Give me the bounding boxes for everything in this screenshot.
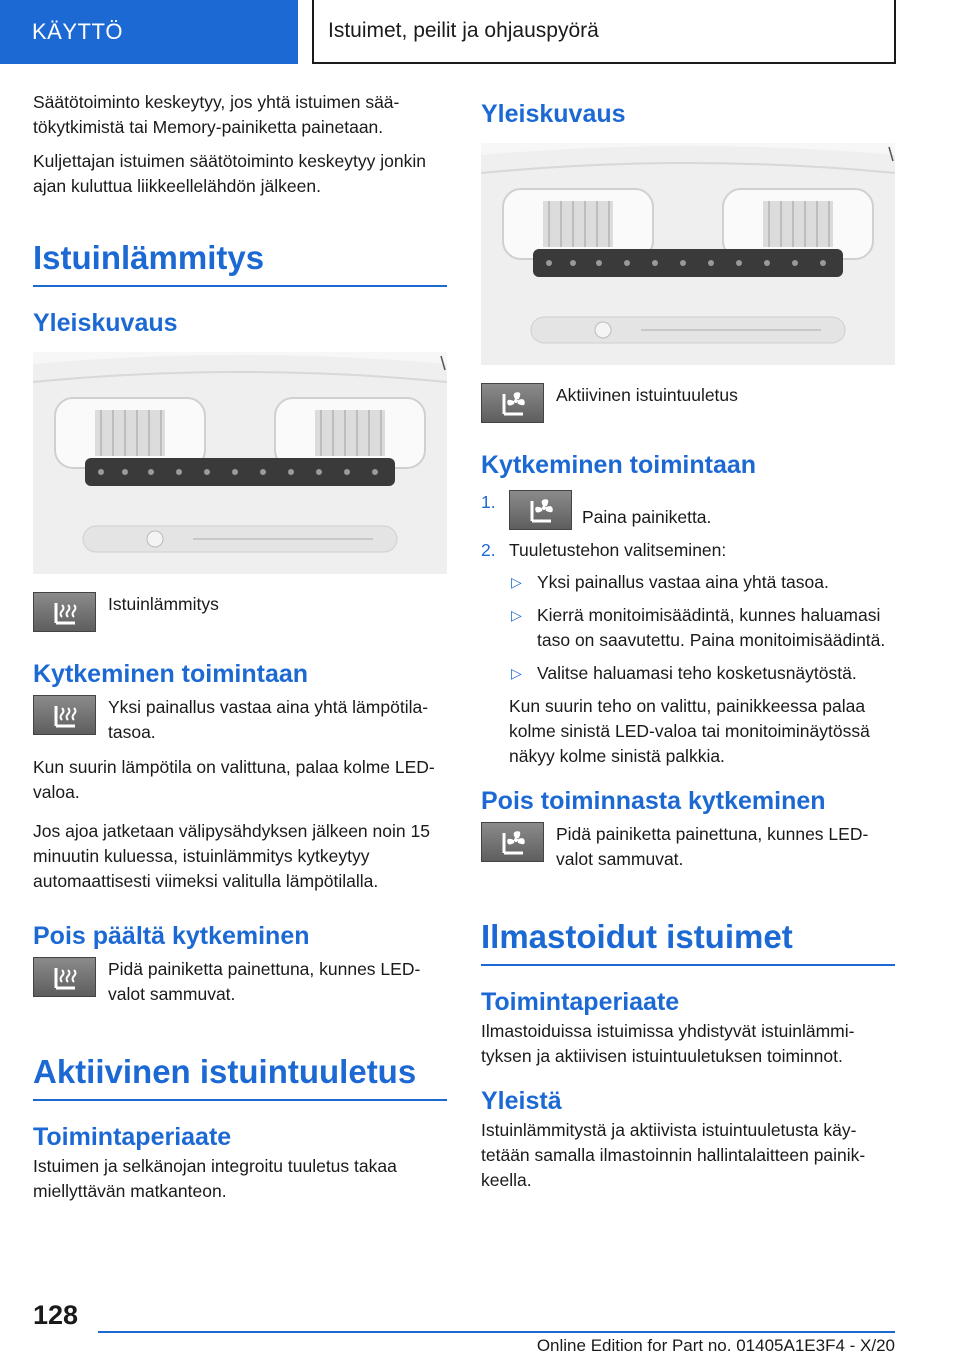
step-text: Paina painiketta. [582,506,712,527]
subheading-principle: Toimintaperiaate [33,1123,232,1151]
principle-paragraph: Istuimen ja selkänojan integroitu tuuletus takaa miellyttävän matkanteon. [33,1156,397,1201]
dashboard-controls-photo [481,143,895,365]
seat-heating-icon [33,695,96,735]
step-2 [481,538,895,769]
option-text: Yksi painallus vastaa aina yhtä tasoa. [537,572,829,592]
switch-off-row [33,957,447,1007]
icon-caption-label: Istuinlämmitys [108,594,219,614]
subheading-switch-off: Pois toiminnasta kytkeminen [481,787,826,815]
subheading-switch-on: Kytkeminen toimintaan [33,660,309,688]
section-tab: KÄYTTÖ [0,0,298,64]
continue-paragraph: Jos ajoa jatketaan välipysähdyksen jälkeen noin 15 minuutin kuluessa, istuinlämmitys kytkeytyy automaattisesti viimeksi valitulla lämpötilalla. [33,821,430,891]
page-number: 128 [33,1300,79,1330]
option-text: Valitse haluamasi teho kosketusnäytöstä. [537,663,857,683]
option-item [509,661,895,686]
dashboard-illustration [33,352,447,574]
subheading-overview: Yleiskuvaus [33,309,178,337]
option-text: Kierrä monitoimisäädintä, kunnes haluamasi taso on saavutettu. Paina monitoimisäädintä. [537,605,886,650]
heading-active-ventilation: Aktiivinen istuintuuletus [33,1053,447,1101]
subheading-switch-on: Kytkeminen toimintaan [481,451,757,479]
principle-paragraph: Ilmastoiduissa istuimissa yhdistyvät istuinlämmityksen ja aktiivisen istuintuuletuksen toiminnot. [481,1021,855,1066]
option-item [509,570,895,595]
max-temp-paragraph: Kun suurin lämpötila on valittuna, palaa kolme LED-valoa. [33,757,435,802]
heading-seat-heating: Istuinlämmitys [33,239,447,287]
icon-caption-ventilation [481,383,895,423]
switch-on-row [33,695,447,745]
switch-on-text: Yksi painallus vastaa aina yhtä lämpötilatasoa. [108,697,429,742]
right-column [481,100,895,1202]
subheading-principle: Toimintaperiaate [481,988,680,1016]
switch-on-steps [481,490,895,769]
step-number: 1. [481,492,496,512]
dashboard-controls-photo [33,352,447,574]
switch-off-row [481,822,895,872]
subheading-overview: Yleiskuvaus [481,100,626,128]
intro-paragraph-2: Kuljettajan istuimen säätötoiminto keskeytyy jonkin ajan kuluttua liikkeellelähdön jälkeen. [33,151,426,196]
chapter-title: Istuimet, peilit ja ohjauspyörä [312,0,896,64]
bullet-triangle-icon: ▷ [511,607,522,623]
edition-note: Online Edition for Part no. 01405A1E3F4 - X/20 [536,1336,895,1355]
step-2-after-text: Kun suurin teho on valittu, painikkeessa palaa kolme sinistä LED-valoa tai monitoiminäytössä näkyy kolme sinistä palkkia. [509,696,870,766]
intro-paragraph-1: Säätötoiminto keskeytyy, jos yhtä istuimen säätökytkimistä tai Memory-painiketta painetaan. [33,92,400,137]
seat-heating-icon [33,592,96,632]
left-column [33,90,447,1213]
bullet-triangle-icon: ▷ [511,665,522,681]
page-header [0,0,960,66]
step-number: 2. [481,540,496,560]
general-paragraph: Istuinlämmitystä ja aktiivista istuintuuletusta käytetään samalla ilmastoinnin hallintalaitteen painikkeella. [481,1120,866,1190]
seat-ventilation-icon [481,383,544,423]
switch-off-text: Pidä painiketta painettuna, kunnes LED-valot sammuvat. [556,824,869,869]
step-2-options [509,570,895,686]
icon-caption-label: Aktiivinen istuintuuletus [556,385,738,405]
switch-off-text: Pidä painiketta painettuna, kunnes LED-valot sammuvat. [108,959,421,1004]
icon-caption-heating [33,592,447,632]
subheading-switch-off: Pois päältä kytkeminen [33,922,310,950]
subheading-general: Yleistä [481,1087,562,1115]
seat-heating-icon [33,957,96,997]
dashboard-illustration [481,143,895,365]
bullet-triangle-icon: ▷ [511,574,522,590]
step-1 [481,490,895,530]
step-text: Tuuletustehon valitseminen: [509,540,727,560]
seat-ventilation-icon [481,822,544,862]
option-item [509,603,895,653]
heading-climate-seats: Ilmastoidut istuimet [481,918,895,966]
footer-rule [98,1331,895,1333]
seat-ventilation-icon [509,490,572,530]
